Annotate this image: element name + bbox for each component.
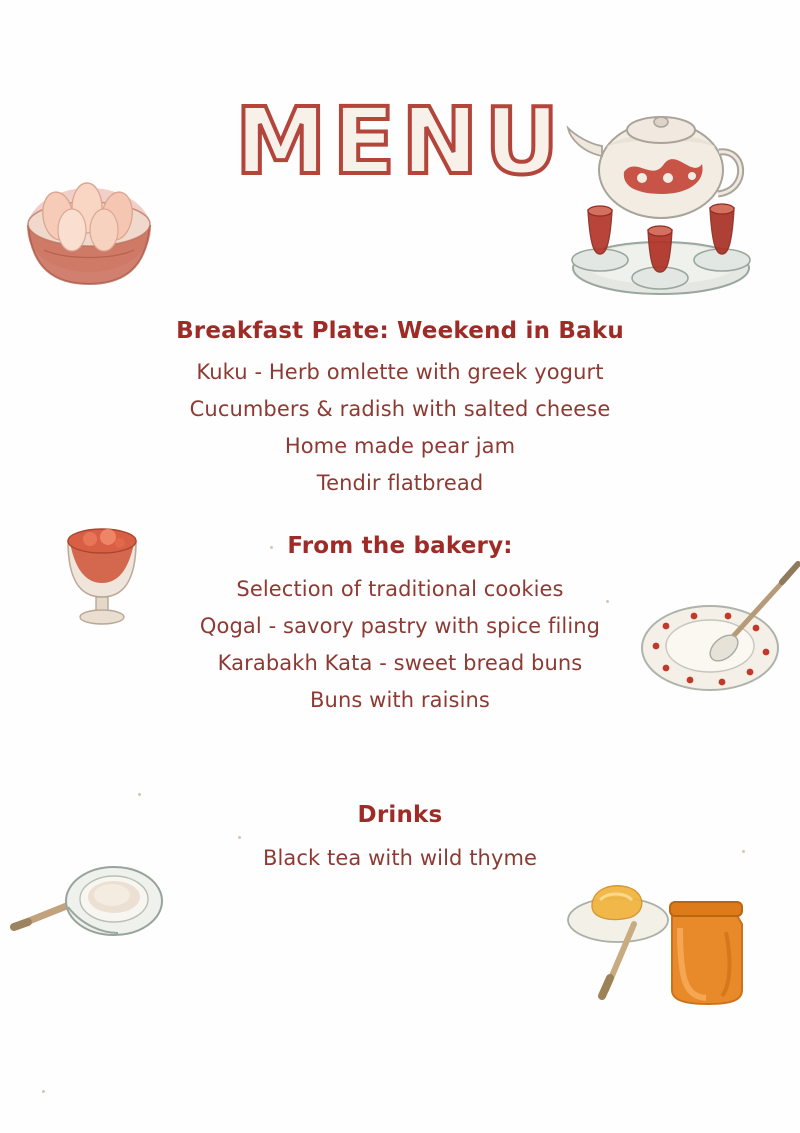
menu-item: Black tea with wild thyme xyxy=(262,846,538,870)
menu-section-drinks xyxy=(120,802,680,870)
menu-content xyxy=(120,318,680,896)
menu-item: Tendir flatbread xyxy=(316,471,484,495)
menu-item: Karabakh Kata - sweet bread buns xyxy=(217,651,583,675)
menu-item: Cucumbers & radish with salted cheese xyxy=(189,397,611,421)
menu-item: Selection of traditional cookies xyxy=(236,577,564,601)
menu-item: Kuku - Herb omlette with greek yogurt xyxy=(196,360,604,384)
teapot-and-tea-glasses-illustration xyxy=(556,78,766,308)
menu-section-bakery xyxy=(120,533,680,712)
menu-item: Buns with raisins xyxy=(310,688,490,712)
page-title: MENU xyxy=(234,88,566,195)
menu-item: Home made pear jam xyxy=(284,434,516,458)
section-heading: Breakfast Plate: Weekend in Baku xyxy=(176,318,624,344)
eggs-in-bowl-illustration xyxy=(14,160,164,290)
menu-section-breakfast xyxy=(120,318,680,495)
section-heading: From the bakery: xyxy=(287,533,513,559)
menu-item: Qogal - savory pastry with spice filing xyxy=(199,614,601,638)
paper-speck xyxy=(42,1090,45,1093)
section-heading: Drinks xyxy=(357,802,443,828)
paper-speck xyxy=(742,850,745,853)
